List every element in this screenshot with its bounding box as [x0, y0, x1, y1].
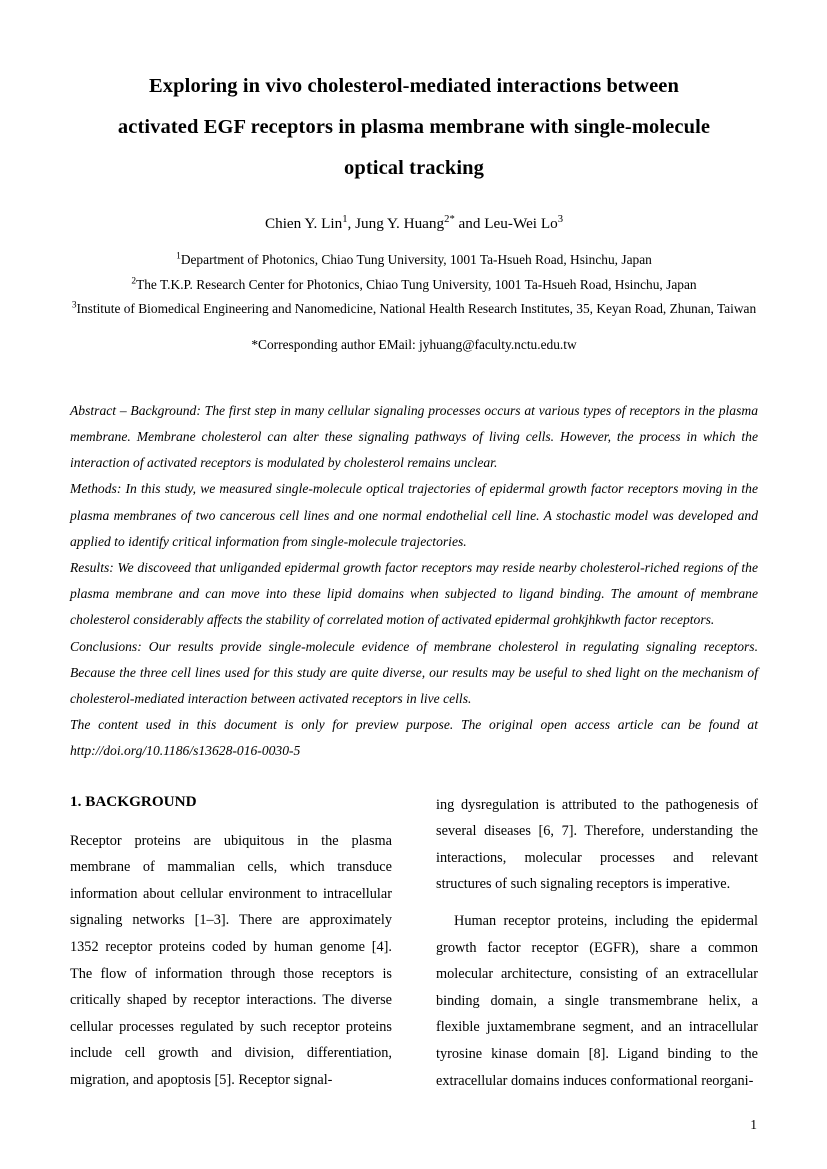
abstract-background: Abstract – Background: The first step in many cellular signaling processes occurs at various types of receptors in the plasma membrane. Membrane cholesterol can alter these signaling pathways of living cells. However, the process in which the interaction of activated receptors is modulated by cholesterol remains unclear.: [70, 402, 758, 471]
author-list: [70, 214, 758, 234]
abstract-results: Results: We discoveed that unliganded epidermal growth factor receptors may reside nearby cholesterol-riched regions of the plasma membrane and can move into these lipid domains when subjected to ligand binding. The amount of membrane cholesterol considerably affects the stability of correlated motion of activated epidermal grohkjhkwth factor receptors.: [70, 560, 758, 628]
abstract-preview-notice: The content used in this document is only for preview purpose. The original open access article can be found at http://doi.org/10.1186/s13628-016-0030-5: [70, 717, 758, 759]
corresponding-author-note: *Corresponding author EMail: jyhuang@faculty.nctu.edu.tw: [251, 336, 577, 352]
affiliation-3: [70, 297, 758, 322]
affiliation-1: [70, 248, 758, 273]
body-column-left: [70, 792, 392, 1095]
abstract-section: [70, 398, 758, 765]
body-column-right: [436, 792, 758, 1095]
paper-title: [70, 66, 758, 189]
author-separator-2: and: [454, 215, 485, 232]
author-separator-1: ,: [347, 215, 356, 232]
affiliation-marker-3: 3: [71, 300, 77, 311]
author-name-3: Leu-Wei Lo: [484, 215, 558, 232]
affiliation-text-1: Department of Photonics, Chiao Tung University, 1001 Ta-Hsueh Road, Hsinchu, Japan: [180, 252, 652, 267]
affiliation-2: [70, 273, 758, 298]
body-columns: [70, 792, 758, 1095]
page-content: [70, 0, 758, 1094]
page-number: 1: [750, 1117, 757, 1132]
section-heading-background: 1. BACKGROUND: [70, 792, 197, 810]
abstract-conclusions: Conclusions: Our results provide single-molecule evidence of membrane cholesterol in regulating signaling receptors. Because the three cell lines used for this study are quite diverse, our results may be useful to shed light on the mechanism of cholesterol-mediated interaction between activated receptors in live cells.: [70, 638, 758, 707]
title-line-1: Exploring in vivo cholesterol-mediated interactions between: [149, 75, 679, 97]
affiliation-text-2: The T.K.P. Research Center for Photonics, Chiao Tung University, 1001 Ta-Hsueh Road, Hsinchu, Japan: [136, 276, 697, 292]
title-line-2: activated EGF receptors in plasma membrane with single-molecule: [117, 116, 711, 138]
author-affil-marker-2: 2*: [444, 213, 455, 225]
affiliation-marker-1: 1: [176, 251, 181, 262]
author-name-1: Chien Y. Lin: [264, 215, 343, 232]
body-paragraph-right-2: Human receptor proteins, including the epidermal growth factor receptor (EGFR), share a common molecular architecture, consisting of an extracellular binding domain, a single transmembrane helix, a flexible juxtamembrane segment, and an intracellular tyrosine kinase domain [8]. Ligand binding to the extracellular domains induces conformational reorgani-: [436, 913, 758, 1089]
author-name-2: Jung Y. Huang: [355, 215, 445, 232]
affiliation-text-3: Institute of Biomedical Engineering and Nanomedicine, National Health Research Institutes, 35, Keyan Road, Zhunan, Taiwan: [76, 301, 757, 317]
body-paragraph-left-1: Receptor proteins are ubiquitous in the plasma membrane of mammalian cells, which transduce information about cellular environment to intracellular signaling networks [1–3]. There are approximately 1352 receptor proteins coded by human genome [4]. The flow of information through those receptors is critically shaped by receptor interactions. The diverse cellular processes regulated by such receptor proteins include cell growth and division, differentiation, migration, and apoptosis [5]. Receptor signal-: [70, 832, 392, 1088]
affiliation-marker-2: 2: [131, 276, 137, 287]
affiliation-list: [70, 248, 758, 322]
author-affil-marker-1: 1: [342, 213, 348, 225]
body-paragraph-right-1: ing dysregulation is attributed to the pathogenesis of several diseases [6, 7]. Therefore, understanding the interactions, molecular processes and relevant structures of such signaling receptors is imperative.: [436, 796, 758, 893]
abstract-methods: Methods: In this study, we measured single-molecule optical trajectories of epidermal growth factor receptors moving in the plasma membranes of two cancerous cell lines and one normal endothelial cell line. A stochastic model was developed and applied to identify critical information from single-molecule trajectories.: [70, 481, 758, 549]
title-line-3: optical tracking: [344, 157, 484, 179]
author-affil-marker-3: 3: [557, 213, 564, 225]
